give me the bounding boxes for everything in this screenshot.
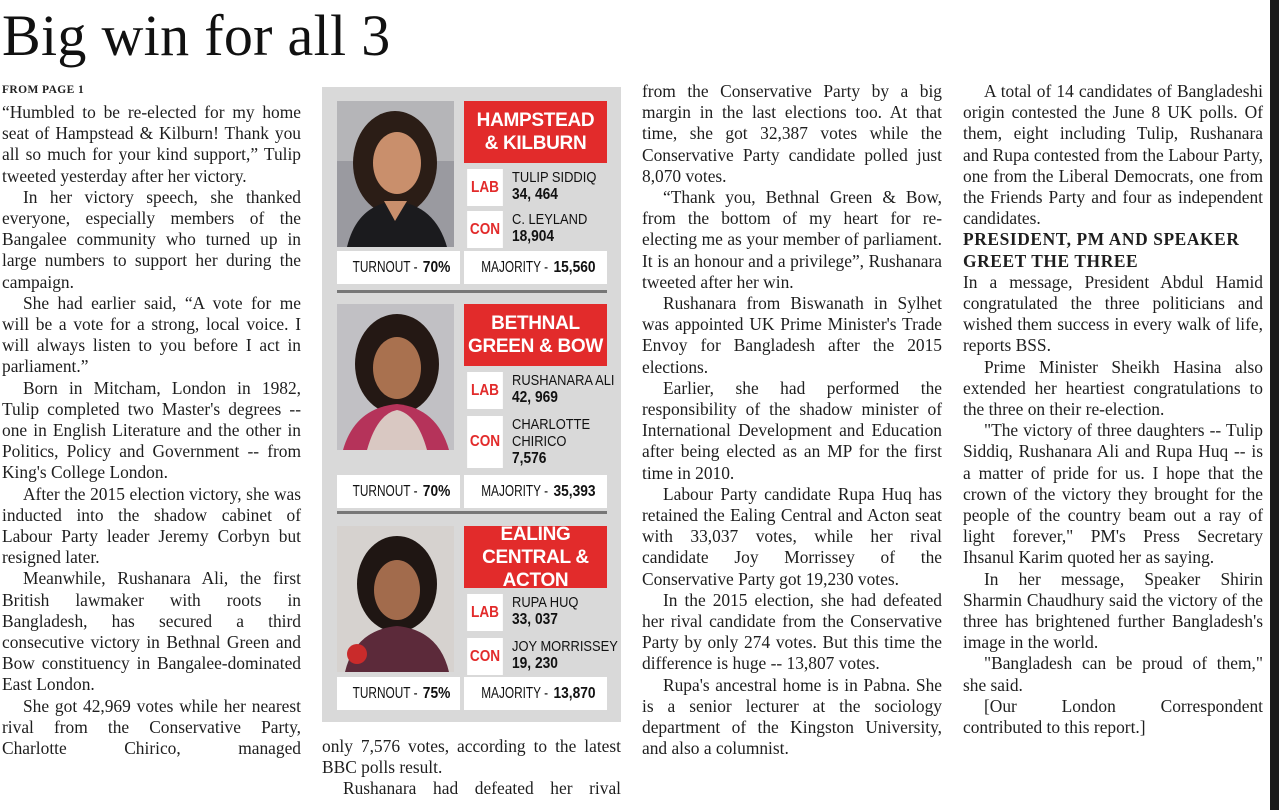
turnout-cell: [337, 251, 460, 284]
paragraph: "The victory of three daughters -- Tulip Siddiq, Rushanara Ali and Rupa Huq -- is a matter of pride for us. I hope that the crown of the victory they brought for the people of the country beam out a ray of light forever," PM's Press Secretary Ihsanul Karim quoted her as saying.: [963, 420, 1263, 568]
paragraph: Rushanara had defeated her rival: [343, 778, 621, 799]
majority-value: 35,393: [553, 482, 596, 500]
paragraph: In her message, Speaker Shirin Sharmin Chaudhury said the victory of the three has brightened further Bangladesh's image in the world.: [963, 568, 1263, 653]
candidate-votes: 19, 230: [512, 655, 558, 672]
paragraph: [Our London Correspondent contributed to this report.]: [963, 695, 1263, 738]
paragraph: “Thank you, Bethnal Green & Bow, from the bottom of my heart for re-electing me as your member of parliament. It is an honour and a privilege”, Rushanara tweeted after her win.: [642, 187, 942, 292]
paragraph: A total of 14 candidates of Bangladeshi origin contested the June 8 UK polls. Of them, eight including Tulip, Rushanara and Rupa contested from the Labour Party, one from the Liberal Democrats, one from the Friends Party and four as independent candidates.: [963, 81, 1263, 229]
candidate-votes: 42, 969: [512, 389, 558, 406]
candidate-result: [512, 169, 596, 203]
candidate-votes: 34, 464: [512, 186, 558, 203]
paragraph: Meanwhile, Rushanara Ali, the first British lawmaker with roots in Bangladesh, has secured a third consecutive victory in Bethnal Green and Bow constituency in Bangalee-dominated East London.: [2, 568, 301, 695]
paragraph: “Humbled to be re-elected for my home seat of Hampstead & Kilburn! Thank you all so much for your kind support,” Tulip tweeted yesterday after her victory.: [2, 102, 301, 186]
headline: Big win for all 3: [2, 3, 391, 68]
party-tag-lab: LAB: [467, 594, 503, 631]
seat-name-banner: [464, 523, 607, 591]
divider: [337, 511, 607, 514]
stat-strip: [337, 251, 607, 284]
candidate-votes: 7,576: [512, 450, 547, 467]
seat-name-line: & KILBURN: [484, 133, 587, 154]
party-tag-con: CON: [467, 416, 503, 468]
paragraph: After the 2015 election victory, she was inducted into the shadow cabinet of Labour Party leader Jeremy Corbyn but resigned later.: [2, 483, 301, 568]
candidate-name: RUSHANARA ALI: [512, 372, 615, 389]
candidate-name: CHIRICO: [512, 433, 567, 450]
paragraph: only 7,576 votes, according to the latest BBC polls result.: [322, 736, 621, 778]
article-column-3: [642, 81, 942, 760]
seat-name-line: CENTRAL & ACTON: [482, 546, 589, 591]
article-column-1: [2, 102, 301, 759]
paragraph: Earlier, she had performed the responsibility of the shadow minister of International Development and Education after being elected as an MP for the first time in 2010.: [642, 377, 942, 483]
stat-strip: [337, 677, 607, 710]
majority-cell: [464, 475, 607, 508]
candidate-photo-rushanara-ali: [337, 304, 454, 450]
turnout-label: TURNOUT -: [352, 684, 418, 702]
candidate-votes: 18,904: [512, 228, 555, 245]
candidate-result: [512, 211, 587, 245]
candidate-name: RUPA HUQ: [512, 594, 579, 611]
page-edge: [1270, 0, 1279, 810]
candidate-name: CHARLOTTE: [512, 416, 591, 433]
race-hampstead-kilburn: [337, 101, 607, 281]
seat-name-line: EALING: [500, 523, 571, 545]
majority-cell: [464, 251, 607, 284]
paragraph: Rupa's ancestral home is in Pabna. She is a senior lecturer at the sociology department of the Kingston University, and also a columnist.: [642, 674, 942, 759]
turnout-cell: [337, 475, 460, 508]
candidate-votes: 33, 037: [512, 611, 558, 628]
seat-name-banner: [464, 101, 607, 163]
article-column-4: [963, 81, 1263, 738]
candidate-photo-tulip-siddiq: [337, 101, 454, 247]
paragraph: "Bangladesh can be proud of them," she said.: [963, 653, 1263, 695]
party-tag-lab: LAB: [467, 169, 503, 206]
paragraph: In her victory speech, she thanked everyone, especially members of the Bangalee community who turned up in large numbers to support her during the campaign.: [2, 186, 301, 292]
paragraph: Born in Mitcham, London in 1982, Tulip completed two Master's degrees -- one in English Literature and the other in Politics, Policy and Government -- from King's College London.: [2, 377, 301, 483]
party-tag-con: CON: [467, 211, 503, 248]
party-tag-con: CON: [467, 638, 503, 675]
turnout-cell: [337, 677, 460, 710]
majority-label: MAJORITY -: [481, 258, 548, 276]
paragraph: from the Conservative Party by a big margin in the last elections too. At that time, she got 32,387 votes while the Conservative Party candidate polled just 8,070 votes.: [642, 81, 942, 186]
paragraph: In the 2015 election, she had defeated her rival candidate from the Conservative Party by only 274 votes. But this time the difference is huge -- 13,807 votes.: [642, 589, 942, 674]
race-bethnal-green-bow: [337, 304, 615, 500]
seat-name-banner: [464, 304, 607, 366]
candidate-result: [512, 416, 590, 467]
majority-cell: [464, 677, 607, 710]
seat-name-line: BETHNAL: [491, 313, 580, 334]
candidate-name: TULIP SIDDIQ: [512, 169, 597, 186]
article-column-2: [322, 736, 621, 800]
candidate-name: C. LEYLAND: [512, 211, 588, 228]
party-tag-lab: LAB: [467, 372, 503, 409]
candidate-result: [512, 594, 578, 628]
turnout-label: TURNOUT -: [352, 258, 418, 276]
turnout-value: 70%: [422, 258, 450, 276]
paragraph: Rushanara from Biswanath in Sylhet was appointed UK Prime Minister's Trade Envoy for Bangladesh after the 2015 elections.: [642, 293, 942, 377]
seat-name-line: HAMPSTEAD: [476, 110, 595, 131]
paragraph: She got 42,969 votes while her nearest rival from the Conservative Party, Charlotte Chirico, managed: [2, 695, 301, 759]
election-results-box: [322, 87, 621, 722]
majority-value: 13,870: [553, 684, 596, 702]
race-ealing-central-acton: [337, 523, 618, 716]
paragraph: Prime Minister Sheikh Hasina also extended her heartiest congratulations to the three on their re-election.: [963, 356, 1263, 420]
divider: [337, 290, 607, 293]
candidate-photo-rupa-huq: [337, 526, 454, 672]
from-page-label: FROM PAGE 1: [2, 84, 85, 96]
seat-name-line: GREEN & BOW: [468, 336, 603, 357]
turnout-label: TURNOUT -: [352, 482, 418, 500]
stat-strip: [337, 475, 607, 508]
paragraph: She had earlier said, “A vote for me will be a vote for a strong, local voice. I will always listen to you before I act in parliament.”: [2, 292, 301, 377]
candidate-name: JOY MORRISSEY: [512, 638, 618, 655]
majority-label: MAJORITY -: [481, 482, 548, 500]
majority-value: 15,560: [553, 258, 596, 276]
paragraph: Labour Party candidate Rupa Huq has retained the Ealing Central and Acton seat with 33,037 votes, while her rival candidate Joy Morrissey of the Conservative Party got 19,230 votes.: [642, 483, 942, 589]
paragraph: In a message, President Abdul Hamid congratulated the three politicians and wished them success in every walk of life, reports BSS.: [963, 271, 1263, 356]
turnout-value: 70%: [422, 482, 450, 500]
turnout-value: 75%: [422, 684, 450, 702]
candidate-result: [512, 372, 615, 406]
majority-label: MAJORITY -: [481, 684, 548, 702]
section-subhead: PRESIDENT, PM AND SPEAKER GREET THE THREE: [963, 229, 1240, 271]
candidate-result: [512, 638, 618, 672]
